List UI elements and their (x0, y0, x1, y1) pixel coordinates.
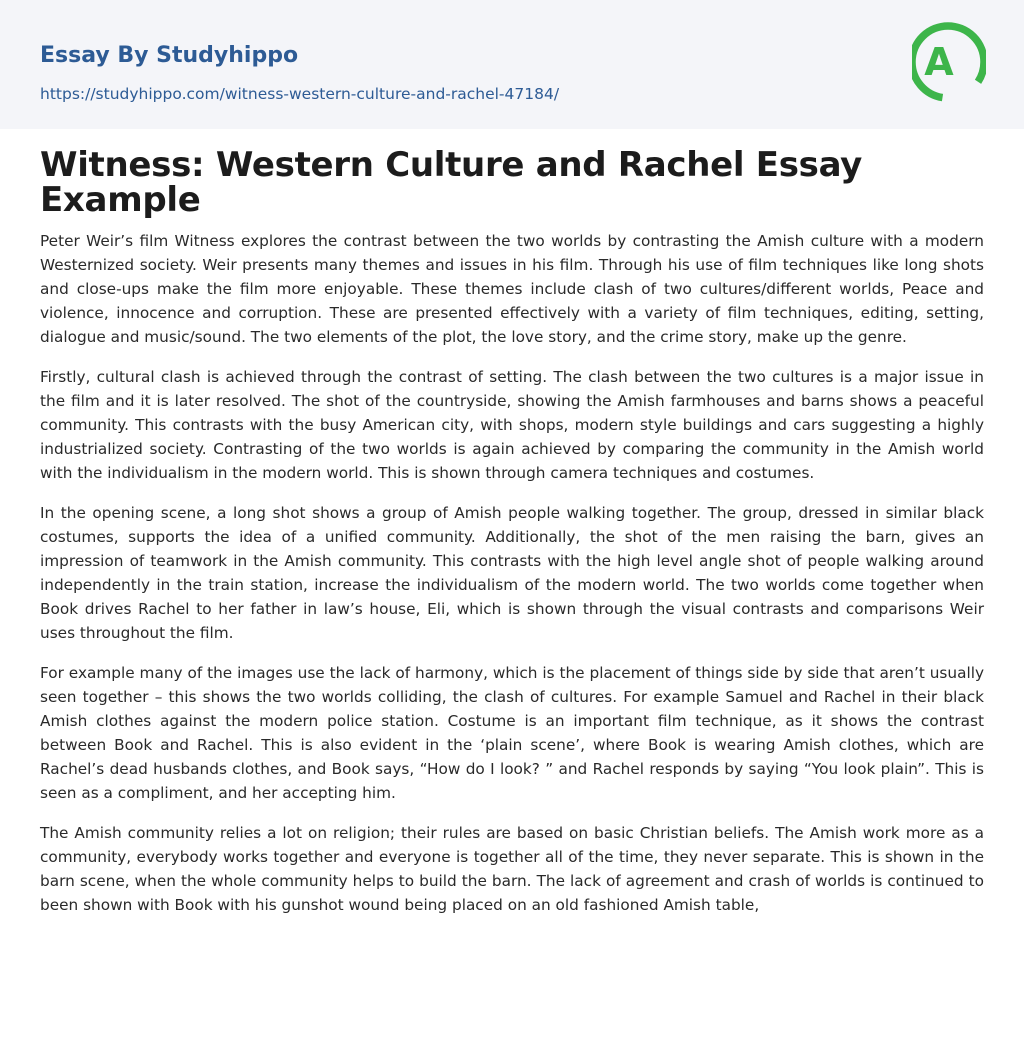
essay-paragraph-3: In the opening scene, a long shot shows a group of Amish people walking together. The group, dressed in similar black costumes, supports the idea of a unified community. Additionally, the shot of the men raising the barn, gives an impression of teamwork in the Amish community. This contrasts with the high level angle shot of people walking around independently in the train station, increase the individualism of the modern world. The two worlds come together when Book drives Rachel to her father in law’s house, Eli, which is shown through the visual contrasts and comparisons Weir uses throughout the film. (40, 504, 984, 642)
essay-paragraph-1: Peter Weir’s film Witness explores the contrast between the two worlds by contrasting the Amish culture with a modern Westernized society. Weir presents many themes and issues in his film. Through his use of film techniques like long shots and close-ups make the film more enjoyable. These themes include clash of two cultures/different worlds, Peace and violence, innocence and corruption. These are presented effectively with a variety of film techniques, editing, setting, dialogue and music/sound. The two elements of the plot, the love story, and the crime story, make up the genre. (40, 232, 984, 346)
essay-paragraph-5: The Amish community relies a lot on religion; their rules are based on basic Christian beliefs. The Amish work more as a community, everybody works together and everyone is together all of the time, they never separate. This is shown in the barn scene, when the whole community helps to build the barn. The lack of agreement and crash of worlds is continued to been shown with Book with his gunshot wound being placed on an old fashioned Amish table, (40, 824, 984, 914)
essay-title: Witness: Western Culture and Rachel Essay Example (40, 145, 863, 220)
essay-paragraph-4: For example many of the images use the lack of harmony, which is the placement of things side by side that aren’t usually seen together – this shows the two worlds colliding, the clash of cultures. For example Samuel and Rachel in their black Amish clothes against the modern police station. Costume is an important film technique, as it shows the contrast between Book and Rachel. This is also evident in the ‘plain scene’, where Book is wearing Amish clothes, which are Rachel’s dead husbands clothes, and Book says, “How do I look? ” and Rachel responds by saying “You look plain”. This is seen as a compliment, and her accepting him. (40, 664, 984, 802)
essay-article (40, 145, 984, 933)
logo-letter: A (924, 40, 954, 84)
site-name[interactable]: Essay By Studyhippo (40, 43, 299, 68)
studyhippo-logo-icon[interactable] (912, 19, 986, 105)
essay-paragraph-2: Firstly, cultural clash is achieved through the contrast of setting. The clash between the two cultures is a major issue in the film and it is later resolved. The shot of the countryside, showing the Amish farmhouses and barns shows a peaceful community. This contrasts with the busy American city, with shops, modern style buildings and cars suggesting a highly industrialized society. Contrasting of the two worlds is again achieved by comparing the community in the Amish world with the individualism in the modern world. This is shown through camera techniques and costumes. (40, 368, 984, 482)
site-header (0, 0, 1024, 129)
page-url-link[interactable]: https://studyhippo.com/witness-western-culture-and-rachel-47184/ (40, 85, 560, 103)
